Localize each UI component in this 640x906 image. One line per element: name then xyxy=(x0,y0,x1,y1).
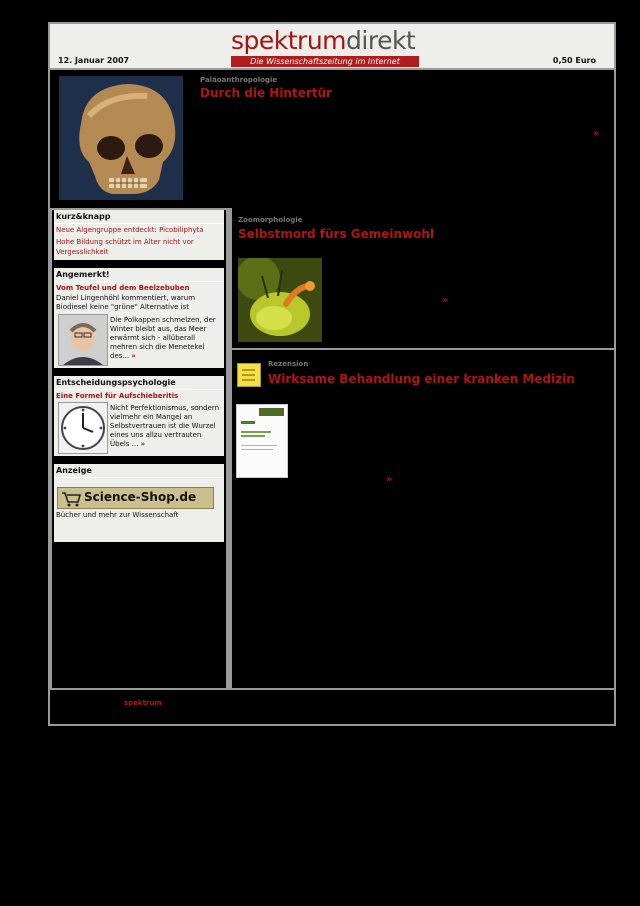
anzeige-text: Bücher und mehr zur Wissenschaft xyxy=(56,511,179,519)
logo-tagline: Die Wissenschaftszeitung im Internet xyxy=(231,56,419,67)
logo-wordmark: spektrumdirekt xyxy=(231,26,416,55)
angemerkt-more-link[interactable]: » xyxy=(131,352,136,360)
banner-label: Science-Shop.de xyxy=(84,490,197,504)
article-rezension xyxy=(232,350,614,688)
panel-entscheidung xyxy=(54,376,224,456)
cart-icon xyxy=(60,489,82,507)
entscheidung-teaser: Nicht Perfektionismus, sondern vielmehr ein Mangel an Selbstvertrauen ist die Wurzel eines uns allzu vertrauten Übels ... » xyxy=(110,404,220,448)
panel-divider xyxy=(54,281,224,282)
panel-divider xyxy=(54,223,224,224)
panel-divider xyxy=(54,389,224,390)
site-logo[interactable] xyxy=(231,26,419,66)
article2-headline[interactable]: Selbstmord fürs Gemeinwohl xyxy=(238,227,435,241)
sidebar xyxy=(52,210,226,688)
author-portrait xyxy=(58,314,108,366)
masthead xyxy=(50,24,614,68)
kurz-item-bildung[interactable]: Hohe Bildung schützt im Alter nicht vor Vergesslichkeit xyxy=(56,238,194,256)
angemerkt-teaser: Die Polkappen schmelzen, der Winter bleibt aus, das Meer erwärmt sich - allüberall mehren sich die Menetekel des... » xyxy=(110,316,216,360)
portrait-illustration xyxy=(59,315,107,365)
panel-anzeige xyxy=(54,464,224,542)
notepad-icon xyxy=(237,363,261,387)
lead-image-skull[interactable] xyxy=(59,76,183,200)
page-frame xyxy=(48,22,616,726)
panel-divider xyxy=(54,477,224,478)
book-cover-image[interactable] xyxy=(236,404,288,478)
article3-headline[interactable]: Wirksame Behandlung einer kranken Medizin xyxy=(268,372,575,386)
lead-headline[interactable]: Durch die Hintertür xyxy=(200,86,332,100)
lead-article xyxy=(50,70,614,208)
article2-image[interactable] xyxy=(238,258,322,342)
article3-kicker: Rezension xyxy=(268,360,309,368)
panel-title: Angemerkt! xyxy=(56,270,110,279)
panel-angemerkt xyxy=(54,268,224,368)
panel-kurz-knapp xyxy=(54,210,224,260)
book-cover-illustration xyxy=(237,405,287,477)
science-shop-banner[interactable] xyxy=(57,487,214,509)
panel-title: Anzeige xyxy=(56,466,92,475)
lead-kicker: Paläoanthropologie xyxy=(200,76,278,84)
article2-kicker: Zoomorphologie xyxy=(238,216,303,224)
panel-title: Entscheidungspsychologie xyxy=(56,378,176,387)
panel-title: kurz&knapp xyxy=(56,212,111,221)
entscheidung-more-link[interactable]: » xyxy=(140,440,146,448)
lead-more-link[interactable]: » xyxy=(593,128,600,139)
issue-price: 0,50 Euro xyxy=(552,56,596,65)
footer-spektrum-link[interactable]: spektrum xyxy=(124,699,162,707)
article3-more-link[interactable]: » xyxy=(386,474,393,485)
angemerkt-headline[interactable]: Vom Teufel und dem Beelzebuben xyxy=(56,284,190,292)
insect-illustration xyxy=(238,258,322,342)
article-zoomorphologie xyxy=(232,208,614,348)
kurz-item-algen[interactable]: Neue Algengruppe entdeckt: Picobiliphyta xyxy=(56,226,204,234)
angemerkt-intro: Daniel Lingenhöhl kommentiert, warum Biodiesel keine "grüne" Alternative ist xyxy=(56,294,196,311)
clock-image xyxy=(58,402,108,454)
entscheidung-headline[interactable]: Eine Formel für Aufschieberitis xyxy=(56,392,179,400)
clock-illustration xyxy=(59,403,107,453)
skull-illustration xyxy=(59,76,183,200)
article2-more-link[interactable]: » xyxy=(442,295,449,306)
footer xyxy=(50,690,614,724)
issue-date: 12. Januar 2007 xyxy=(58,56,130,65)
